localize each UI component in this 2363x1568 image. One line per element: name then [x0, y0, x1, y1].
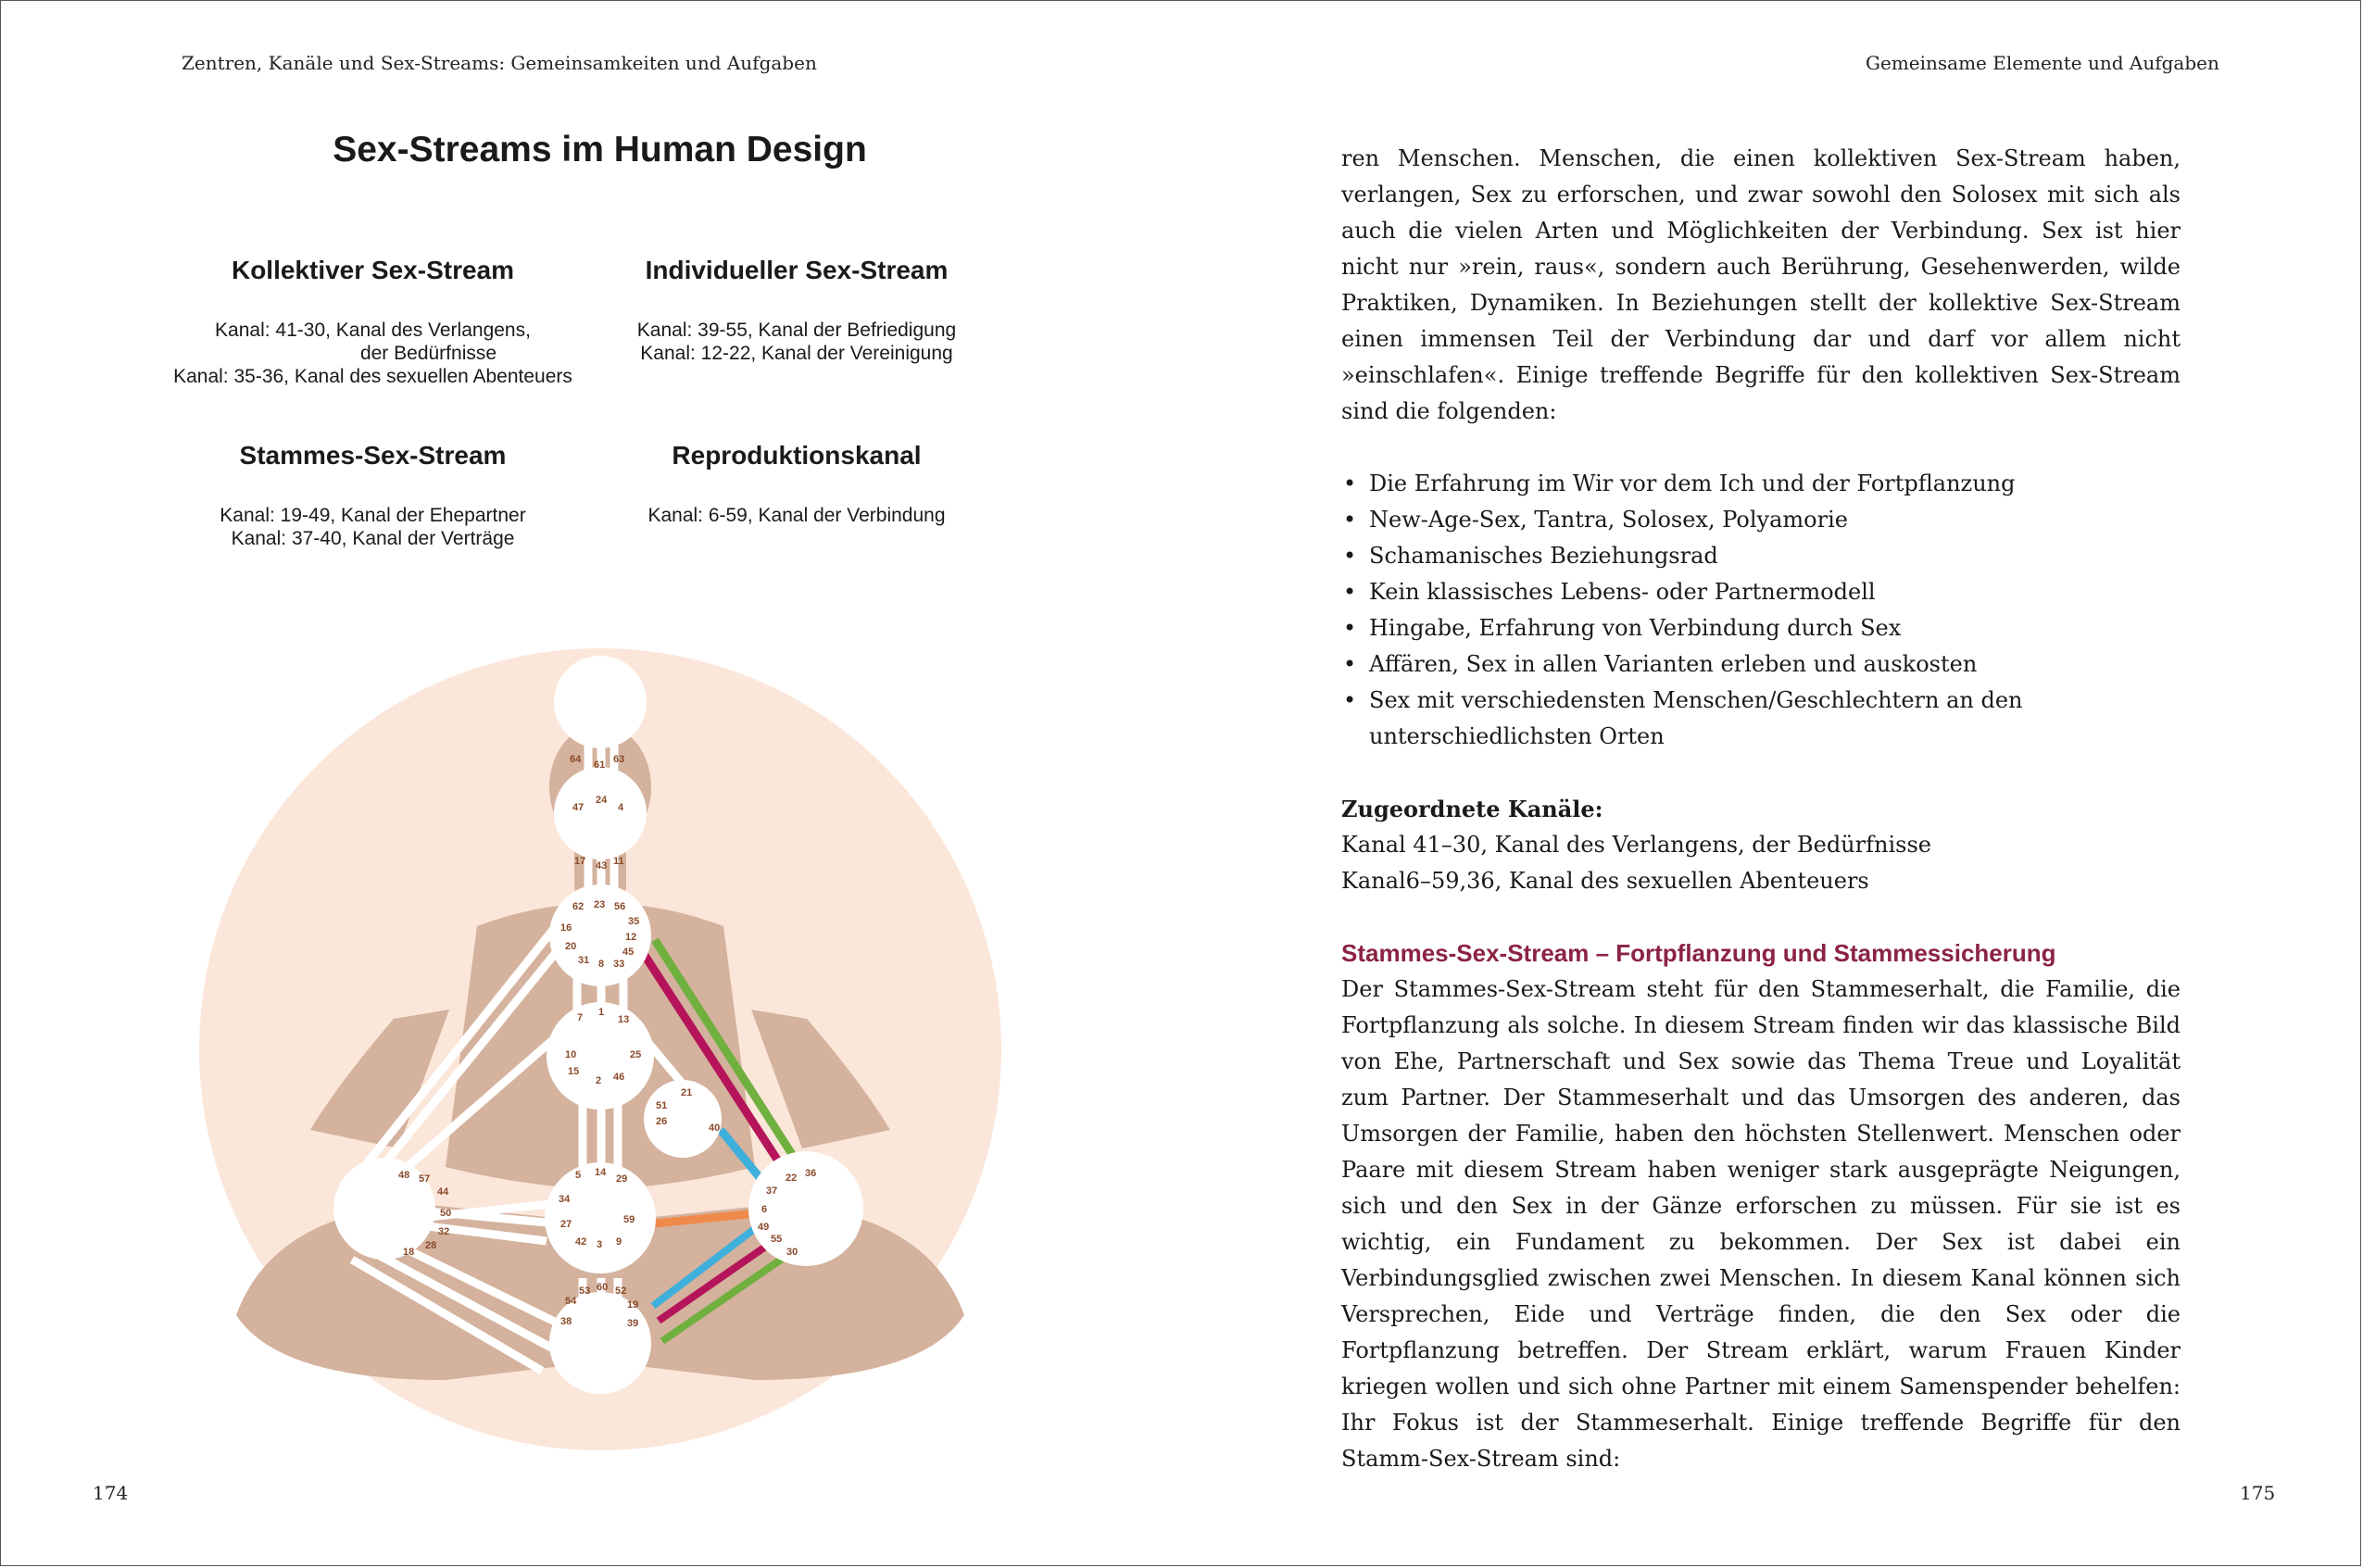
gate-label: 43 [596, 860, 608, 872]
bodygraph-diagram [199, 648, 1005, 1454]
gate-label: 20 [565, 941, 577, 952]
gate-label: 16 [560, 922, 572, 934]
gate-label: 48 [398, 1170, 410, 1181]
list-item: • Die Erfahrung im Wir vor dem Ich und der Fortpflanzung [1341, 466, 2181, 502]
gate-label: 6 [761, 1204, 768, 1215]
gate-label: 7 [577, 1012, 584, 1023]
gate-label: 56 [614, 901, 626, 912]
gate-label: 34 [559, 1194, 571, 1205]
left-page-number: 174 [93, 1482, 129, 1504]
stream-kollektiv [148, 256, 597, 388]
gate-label: 35 [628, 916, 640, 927]
stream-line: Kanal: 35-36, Kanal des sexuellen Abenteuers [173, 366, 572, 387]
gate-label: 18 [403, 1247, 415, 1258]
stream-line: Kanal: 12-22, Kanal der Vereinigung [640, 343, 953, 364]
channel-line: Kanal6–59,36, Kanal des sexuellen Abenteuers [1341, 868, 1869, 894]
list-item: • New-Age-Sex, Tantra, Solosex, Polyamorie [1341, 502, 2181, 538]
left-running-head: Zentren, Kanäle und Sex-Streams: Gemeinsamkeiten und Aufgaben [182, 52, 817, 74]
gate-label: 5 [575, 1170, 582, 1181]
gate-label: 50 [440, 1208, 452, 1219]
gate-label: 36 [805, 1168, 817, 1179]
gate-label: 31 [578, 955, 590, 966]
section-heading: Stammes-Sex-Stream – Fortpflanzung und Stammessicherung [1341, 939, 2056, 967]
gate-label: 26 [656, 1116, 668, 1127]
gate-label: 25 [630, 1049, 642, 1060]
gate-label: 54 [565, 1296, 577, 1307]
gate-label: 13 [618, 1014, 630, 1025]
stream-heading: Reproduktionskanal [672, 441, 922, 470]
ajna-center [554, 767, 647, 859]
gate-label: 53 [579, 1286, 591, 1297]
gate-label: 22 [786, 1173, 798, 1184]
gate-label: 44 [437, 1186, 449, 1198]
gate-label: 8 [598, 959, 605, 970]
list-item: • Kein klassisches Lebens- oder Partnermodell [1341, 574, 2181, 610]
gate-label: 46 [613, 1072, 625, 1083]
stream-line: Kanal: 41-30, Kanal des Verlangens, [215, 320, 531, 341]
gate-label: 30 [786, 1247, 798, 1258]
gate-label: 59 [623, 1214, 635, 1225]
gate-label: 12 [625, 932, 637, 943]
gate-label: 9 [616, 1236, 622, 1248]
stream-line: Kanal: 19-49, Kanal der Ehepartner [220, 505, 526, 526]
right-text-column [1341, 141, 2181, 1477]
gate-label: 39 [627, 1318, 639, 1329]
gate-label: 17 [574, 856, 586, 867]
gate-label: 32 [438, 1226, 450, 1237]
gate-label: 42 [575, 1236, 587, 1248]
gate-label: 19 [627, 1299, 639, 1311]
gate-label: 2 [596, 1075, 602, 1086]
gate-label: 37 [766, 1185, 778, 1197]
list-item: • Hingabe, Erfahrung von Verbindung durch Sex [1341, 610, 2181, 646]
right-page-number: 175 [2240, 1482, 2276, 1504]
stream-heading: Individueller Sex-Stream [645, 256, 949, 284]
sacral-center [545, 1162, 656, 1273]
stream-line: Kanal: 39-55, Kanal der Befriedigung [636, 320, 957, 341]
stream-individuell [593, 256, 1000, 365]
gate-label: 49 [758, 1222, 770, 1233]
right-running-head: Gemeinsame Elemente und Aufgaben [1866, 52, 2219, 74]
gate-label: 55 [771, 1234, 783, 1245]
gate-label: 24 [596, 795, 608, 806]
gate-label: 29 [616, 1173, 628, 1185]
gate-label: 11 [613, 856, 624, 867]
gate-label: 51 [656, 1100, 668, 1111]
bullet-list [1341, 466, 2181, 755]
intro-paragraph: ren Menschen. Menschen, die einen kollektiven Sex-Stream haben, verlangen, Sex zu erforschen, und zwar sowohl den Solosex mit sich als auch die vielen Arten und Möglichkeiten der Verbindung. Sex ist hier nicht nur »rein, raus«, sondern auch Berührung, Gesehenwerden, wilde Praktiken, Dynamiken. In Beziehungen stellt der kollektive Sex-Stream einen immensen Teil der Verbindung dar und darf vor allem nicht »einschlafen«. Einige treffende Begriffe für den kollektiven Sex-Stream sind die folgenden: [1341, 145, 2181, 424]
gate-label: 14 [595, 1167, 607, 1178]
gate-label: 15 [568, 1066, 580, 1077]
list-item: • Sex mit verschiedensten Menschen/Geschlechtern an den unterschiedlichsten Orten [1341, 683, 2181, 755]
gate-label: 27 [560, 1219, 572, 1230]
list-item: • Schamanisches Beziehungsrad [1341, 538, 2181, 574]
head-center [554, 656, 647, 748]
gate-label: 45 [622, 947, 635, 958]
stream-line: Kanal: 37-40, Kanal der Verträge [231, 528, 515, 549]
gate-label: 62 [572, 901, 584, 912]
gate-label: 63 [613, 754, 625, 765]
gate-label: 40 [709, 1123, 721, 1134]
gate-label: 3 [597, 1239, 603, 1250]
channels-heading: Zugeordnete Kanäle: [1341, 796, 1603, 822]
gate-label: 28 [425, 1240, 437, 1251]
gate-label: 47 [572, 802, 584, 813]
channel-line: Kanal 41–30, Kanal des Verlangens, der Bedürfnisse [1341, 832, 1931, 858]
gate-label: 4 [618, 802, 624, 813]
gate-label: 1 [598, 1007, 605, 1018]
gate-label: 23 [594, 899, 606, 910]
stream-line: der Bedürfnisse [359, 343, 497, 364]
stream-reproduktion [593, 441, 1000, 527]
gate-label: 60 [597, 1282, 609, 1293]
stream-line: Kanal: 6-59, Kanal der Verbindung [647, 505, 946, 526]
gate-label: 38 [560, 1316, 572, 1327]
stream-heading: Kollektiver Sex-Stream [231, 256, 515, 284]
diagram-title: Sex-Streams im Human Design [333, 130, 867, 169]
stream-heading: Stammes-Sex-Stream [239, 441, 507, 470]
gate-label: 33 [613, 959, 625, 970]
gate-label: 21 [681, 1087, 693, 1098]
gate-label: 57 [419, 1173, 431, 1185]
stream-stammes [148, 441, 597, 550]
gate-label: 64 [570, 754, 582, 765]
gate-label: 52 [615, 1286, 627, 1297]
gate-label: 61 [594, 759, 606, 771]
gate-label: 10 [565, 1049, 577, 1060]
list-item: • Affären, Sex in allen Varianten erleben und auskosten [1341, 646, 2181, 683]
section-paragraph: Der Stammes-Sex-Stream steht für den Stammeserhalt, die Familie, die Fortpflanzung als solche. In diesem Stream finden wir das klassische Bild von Ehe, Partnerschaft und Sex sowie das Thema Treue und Loyalität zum Partner. Der Stammeserhalt und das Umsorgen des anderen, das Umsorgen der Familie, haben den höchsten Stellenwert. Menschen oder Paare mit diesem Stream haben weniger stark ausgeprägte Neigungen, sich und den Sex in der Gänze erforschen zu müssen. Für sie ist es wichtig, ein Fundament zu bekommen. Der Sex ist dabei ein Verbindungsglied zwischen zwei Menschen. In diesem Kanal können sich Versprechen, Eide und Verträge finden, die den Sex oder die Fortpflanzung betreffen. Der Stream erklärt, warum Frauen Kinder kriegen wollen und sich ohne Partner mit einem Samenspender behelfen: Ihr Fokus ist der Stammeserhalt. Einige treffende Begriffe für den Stamm-Sex-Stream sind: [1341, 976, 2181, 1472]
